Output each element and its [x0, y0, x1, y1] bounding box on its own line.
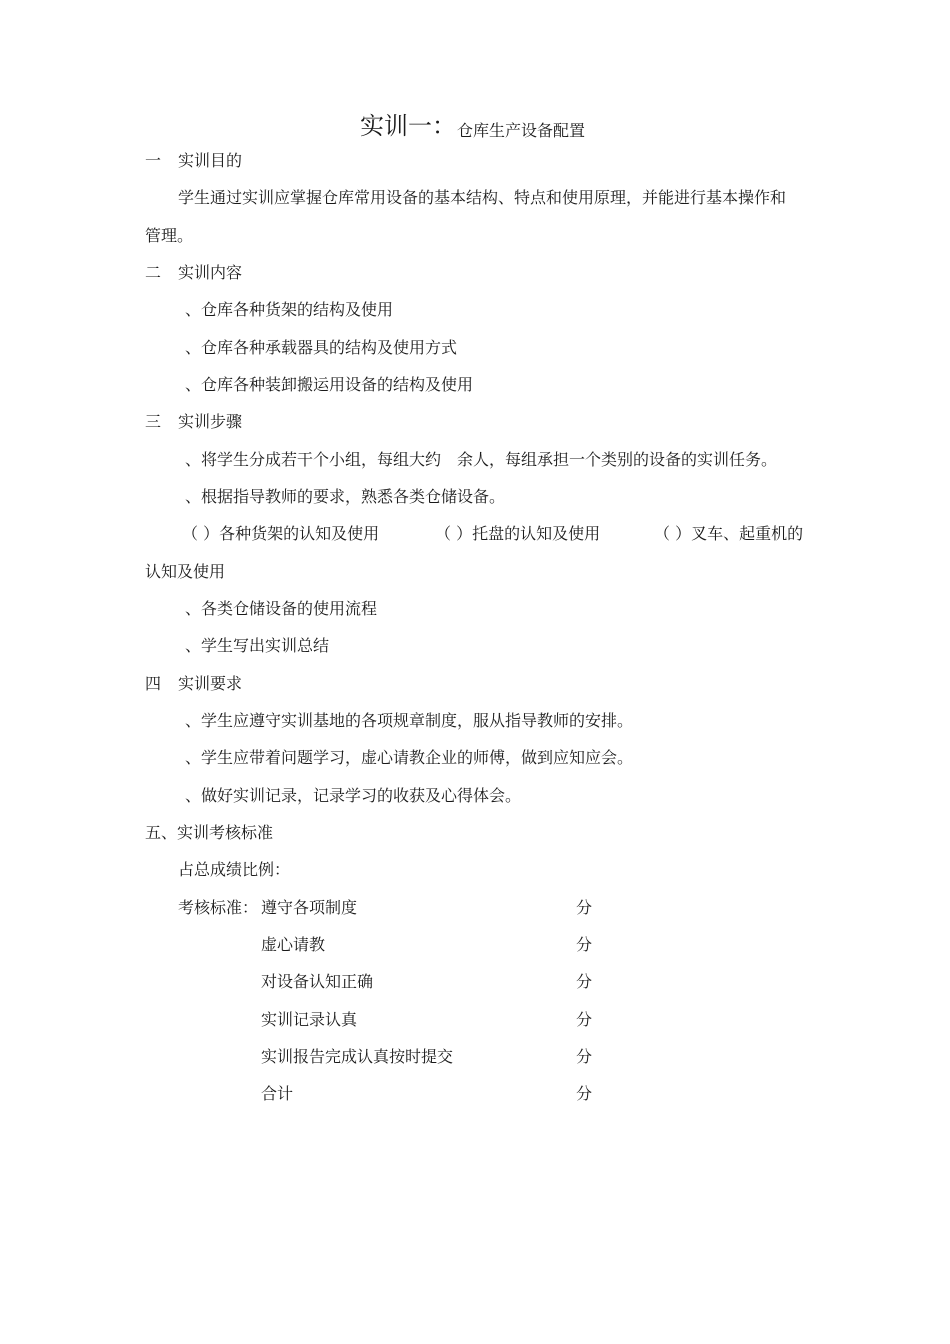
section-3-step: 、将学生分成若干个小组，每组大约 余人，每组承担一个类别的设备的实训任务。	[185, 450, 778, 469]
section-1-number: 一	[145, 151, 162, 170]
criteria-total-unit: 分	[576, 1084, 593, 1103]
criteria-name: 对设备认知正确	[261, 972, 374, 991]
criteria-unit: 分	[576, 972, 593, 991]
section-2-heading: 实训内容	[178, 263, 243, 282]
criteria-unit: 分	[576, 935, 593, 954]
section-2-item: 、仓库各种承载器具的结构及使用方式	[185, 338, 458, 357]
section-4-heading: 实训要求	[178, 674, 243, 693]
criteria-name: 虚心请教	[261, 935, 326, 954]
section-4-item: 、学生应遵守实训基地的各项规章制度，服从指导教师的安排。	[185, 711, 634, 730]
criteria-name: 实训记录认真	[261, 1010, 358, 1029]
criteria-total-name: 合计	[261, 1084, 294, 1103]
section-3-step: 、根据指导教师的要求，熟悉各类仓储设备。	[185, 487, 506, 506]
section-1-heading: 实训目的	[178, 151, 243, 170]
page-title: 实训一：	[360, 112, 456, 140]
section-2-number: 二	[145, 263, 162, 282]
section-3-number: 三	[145, 412, 162, 431]
section-4-number: 四	[145, 674, 162, 693]
section-3-subitem-a: （ ）各种货架的认知及使用	[182, 524, 380, 543]
section-5-heading: 五、实训考核标准	[145, 823, 274, 842]
section-4-item: 、做好实训记录，记录学习的收获及心得体会。	[185, 786, 522, 805]
section-3-step: 、学生写出实训总结	[185, 636, 330, 655]
section-2-item: 、仓库各种装卸搬运用设备的结构及使用	[185, 375, 474, 394]
criteria-unit: 分	[576, 1010, 593, 1029]
section-4-item: 、学生应带着问题学习，虚心请教企业的师傅，做到应知应会。	[185, 748, 634, 767]
criteria-name: 遵守各项制度	[261, 898, 358, 917]
section-3-subitem-c: （ ）叉车、起重机的	[654, 524, 804, 543]
criteria-name: 实训报告完成认真按时提交	[261, 1047, 454, 1066]
section-1-paragraph-line2: 管理。	[145, 226, 194, 245]
page-subtitle: 仓库生产设备配置	[457, 121, 586, 140]
section-3-heading: 实训步骤	[178, 412, 243, 431]
section-3-step: 、各类仓储设备的使用流程	[185, 599, 378, 618]
section-3-subitem-b: （ ）托盘的认知及使用	[435, 524, 601, 543]
criteria-unit: 分	[576, 1047, 593, 1066]
section-3-subitem-c-continued: 认知及使用	[145, 562, 226, 581]
criteria-label: 考核标准：	[178, 898, 259, 917]
score-ratio-label: 占总成绩比例：	[178, 860, 291, 879]
section-2-item: 、仓库各种货架的结构及使用	[185, 300, 394, 319]
criteria-unit: 分	[576, 898, 593, 917]
section-1-paragraph-line1: 学生通过实训应掌握仓库常用设备的基本结构、特点和使用原理，并能进行基本操作和	[178, 188, 787, 207]
